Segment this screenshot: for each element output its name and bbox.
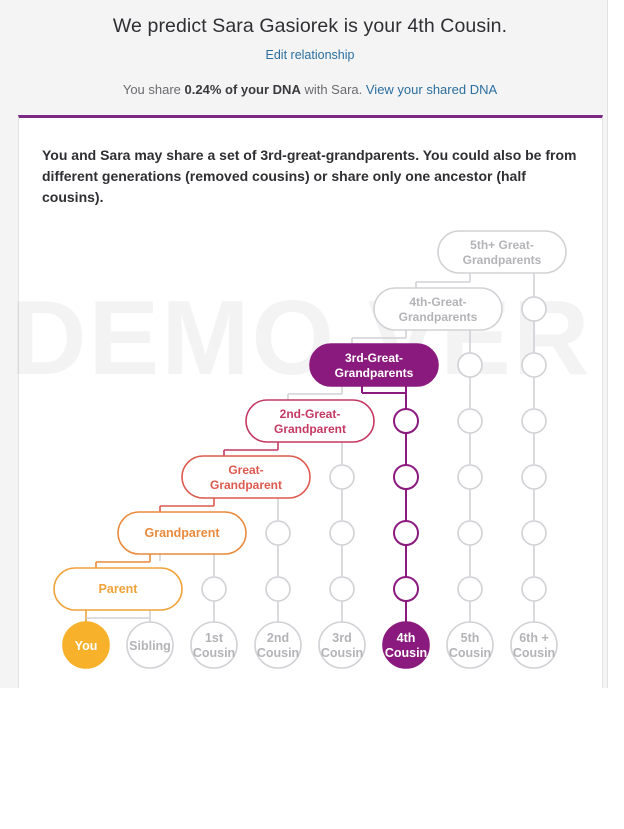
ancestor-label: Grandparents xyxy=(398,310,478,324)
relative-label: Cousin xyxy=(256,646,300,660)
ancestor-label: Grandparent xyxy=(209,478,283,492)
relative-node[interactable] xyxy=(255,622,301,668)
ancestor-label: Grandparents xyxy=(334,366,414,380)
page-title: We predict Sara Gasiorek is your 4th Cousin. xyxy=(112,15,508,37)
relative-label: 1st xyxy=(204,631,224,645)
ancestor-label: Grandparent xyxy=(273,422,347,436)
edit-relationship-link[interactable]: Edit relationship xyxy=(265,48,355,62)
generation-node xyxy=(522,577,546,601)
generation-node xyxy=(394,521,418,545)
relative-node[interactable] xyxy=(191,622,237,668)
relative-label: Cousin xyxy=(320,646,364,660)
generation-node xyxy=(458,409,482,433)
generation-node xyxy=(522,353,546,377)
generation-node xyxy=(522,297,546,321)
ancestor-label: 4th-Great- xyxy=(409,295,467,309)
relative-label: Cousin xyxy=(448,646,492,660)
relative-label: Cousin xyxy=(384,646,428,660)
relative-label: 6th + xyxy=(519,631,549,645)
ancestor-label: 3rd-Great- xyxy=(344,351,404,365)
dna-prefix: You share xyxy=(122,82,185,97)
generation-node xyxy=(522,465,546,489)
generation-node xyxy=(330,465,354,489)
relative-label: 4th xyxy=(396,631,416,645)
relative-node[interactable] xyxy=(447,622,493,668)
relative-node[interactable] xyxy=(511,622,557,668)
generation-node xyxy=(266,521,290,545)
generation-node xyxy=(202,577,226,601)
relative-label: Sibling xyxy=(129,639,171,653)
generation-node xyxy=(394,409,418,433)
generation-node xyxy=(394,465,418,489)
relative-node[interactable] xyxy=(383,622,429,668)
generation-node xyxy=(522,521,546,545)
generation-node xyxy=(266,577,290,601)
generation-node xyxy=(458,465,482,489)
generation-node xyxy=(458,353,482,377)
ancestor-label: 2nd-Great- xyxy=(279,407,341,421)
relative-label: 2nd xyxy=(266,631,290,645)
view-shared-dna-link[interactable]: View your shared DNA xyxy=(365,82,498,97)
generation-node xyxy=(458,521,482,545)
generation-node xyxy=(330,521,354,545)
dna-percent: 0.24% of your DNA xyxy=(184,82,301,97)
relative-node[interactable] xyxy=(319,622,365,668)
generation-node xyxy=(522,409,546,433)
relative-label: Cousin xyxy=(192,646,236,660)
ancestor-label: Parent xyxy=(98,582,138,596)
relative-label: Cousin xyxy=(512,646,556,660)
dna-middle: with Sara. xyxy=(300,82,366,97)
relationship-description: You and Sara may share a set of 3rd-great-grandparents. You could also be from different generations (removed cousins) or share only one ancestor (half cousins). xyxy=(42,147,577,205)
relative-label: You xyxy=(74,639,98,653)
ancestor-label: Grandparent xyxy=(144,526,220,540)
generation-node xyxy=(330,577,354,601)
generation-node xyxy=(394,577,418,601)
relative-label: 5th xyxy=(460,631,480,645)
ancestor-label: Grandparents xyxy=(462,253,542,267)
relative-label: 3rd xyxy=(332,631,352,645)
ancestor-label: 5th+ Great- xyxy=(470,238,534,252)
ancestor-label: Great- xyxy=(228,463,264,477)
generation-node xyxy=(458,577,482,601)
